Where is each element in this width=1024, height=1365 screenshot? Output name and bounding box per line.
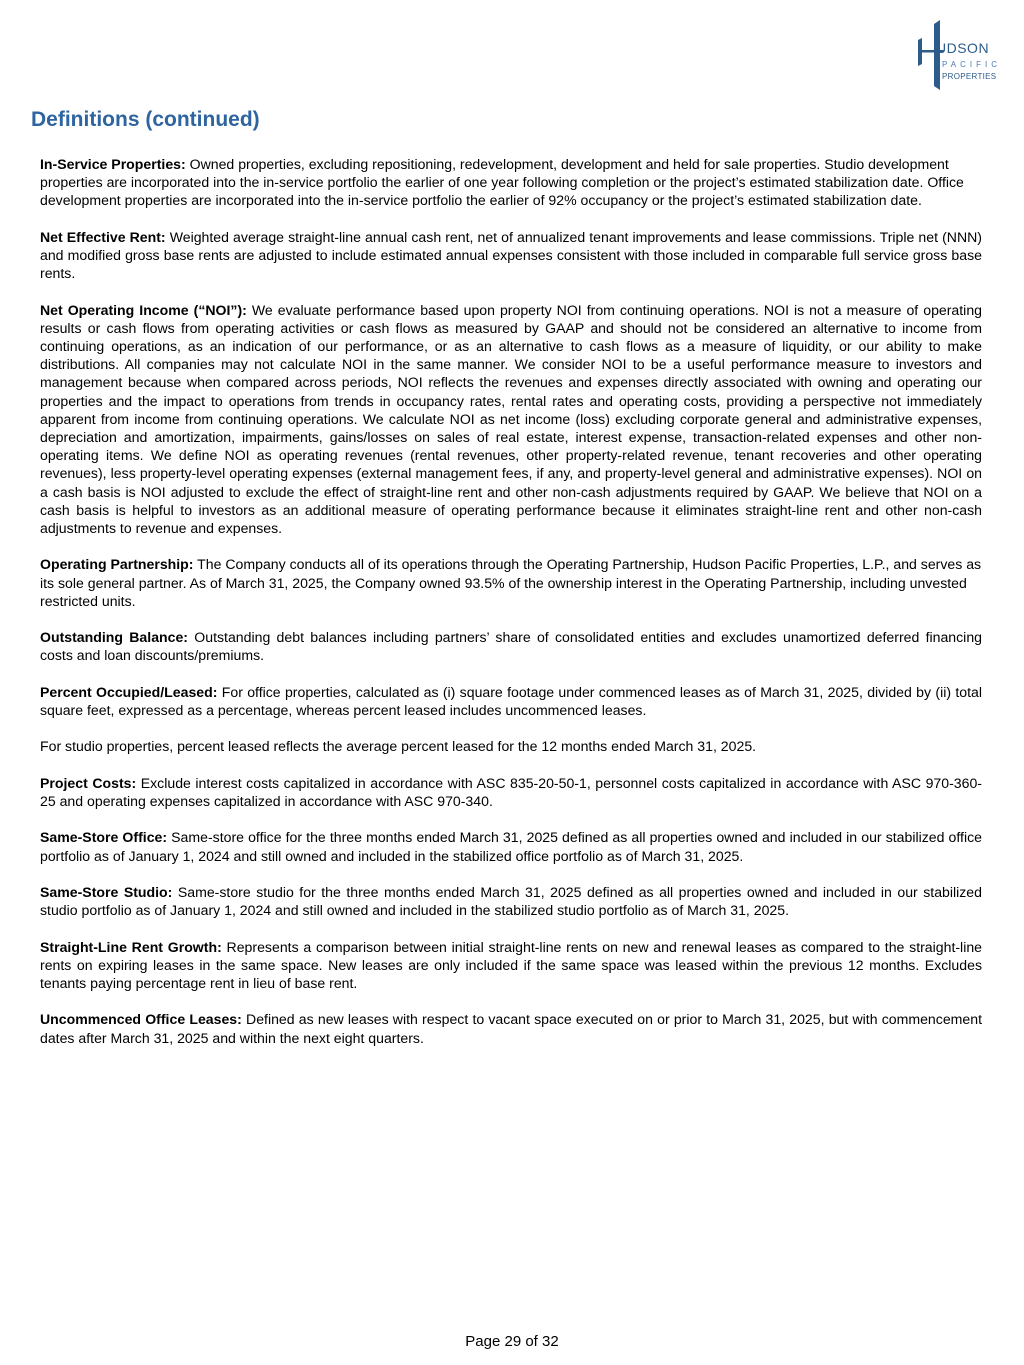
definition-straight-line-rent-growth: Straight-Line Rent Growth: Represents a comparison between initial straight-line rents on new and renewal leases as compared to the straight-line rents on expiring leases in the same space. New leases are only included if the same space was leased within the previous 12 months. Excludes tenants paying percentage rent in lieu of base rent. [40, 938, 983, 991]
logo-text-pacific: PACIFIC [942, 60, 1001, 69]
logo-text-udson: UDSON [936, 40, 990, 56]
definitions-list [40, 155, 982, 1065]
page-number: Page 29 of 32 [465, 1333, 559, 1350]
definition-operating-partnership: Operating Partnership: The Company conducts all of its operations through the Operating Partnership, Hudson Pacific Properties, L.P., and serves as its sole general partner. As of March 31, 2025, the Company owned 93.5% of the ownership interest in the Operating Partnership, including unvested restricted units. [40, 556, 982, 609]
definition-net-effective-rent: Net Effective Rent: Weighted average straight-line annual cash rent, net of annualized tenant improvements and lease commissions. Triple net (NNN) and modified gross base rents are adjusted to include estimated annual expenses consistent with those included in comparable full service gross base rents. [40, 228, 982, 282]
definition-uncommenced-office-leases: Uncommenced Office Leases: Defined as new leases with respect to vacant space executed on or prior to March 31, 2025, but with commencement dates after March 31, 2025 and within the next eight quarters. [40, 1011, 982, 1046]
logo-text-properties: PROPERTIES [942, 72, 997, 81]
definition-studio-percent-leased: For studio properties, percent leased reflects the average percent leased for the 12 months ended March 31, 2025. [40, 738, 757, 755]
definition-outstanding-balance: Outstanding Balance: Outstanding debt balances including partners’ share of consolidated entities and excludes unamortized deferred financing costs and loan discounts/premiums. [40, 629, 982, 664]
definition-noi: Net Operating Income (“NOI”): We evaluate performance based upon property NOI from continuing operations. NOI is not a measure of operating results or cash flows from operating activities or cash flows as measured by GAAP and should not be considered an alternative to income from continuing operations, as an indication of our performance, or as an alternative to cash flows as a measure of liquidity, or our ability to make distributions. All companies may not calculate NOI in the same manner. We consider NOI to be a useful performance measure to investors and management because when compared across periods, NOI reflects the revenues and expenses directly associated with owning and operating our properties and the impact to operations from trends in occupancy rates, rental rates and operating costs, providing a perspective not immediately apparent from income from continuing operations. We calculate NOI as net income (loss) excluding corporate general and administrative expenses, depreciation and amortization, impairments, gains/losses on sales of real estate, interest expense, transaction-related expenses and other non-operating items. We define NOI as operating revenues (rental revenues, other property-related revenue, tenant recoveries and other operating revenues), less property-level operating expenses (external management fees, if any, and property-level general and administrative expenses). NOI on a cash basis is NOI adjusted to exclude the effect of straight-line rent and other non-cash adjustments required by GAAP. We believe that NOI on a cash basis is helpful to investors as an additional measure of operating performance because it eliminates straight-line rent and other non-cash adjustments to revenue and expenses. [40, 301, 982, 537]
definition-in-service-properties: In-Service Properties: Owned properties, excluding repositioning, redevelopment, development and held for sale properties. Studio development properties are incorporated into the in-service portfolio the earlier of one year following completion or the project’s estimated stabilization date. Office development properties are incorporated into the in-service portfolio the earlier of 92% occupancy or the project’s estimated stabilization date. [40, 156, 964, 209]
hudson-pacific-logo [914, 20, 1004, 90]
page-title: Definitions (continued) [31, 108, 260, 131]
definition-percent-occupied-leased: Percent Occupied/Leased: For office properties, calculated as (i) square footage under commenced leases as of March 31, 2025, divided by (ii) total square feet, expressed as a percentage, whereas percent leased includes uncommenced leases. [40, 683, 982, 719]
definition-same-store-studio: Same-Store Studio: Same-store studio for the three months ended March 31, 2025 defined as all properties owned and included in our stabilized studio portfolio as of January 1, 2024 and still owned and included in the stabilized studio portfolio as of March 31, 2025. [40, 883, 982, 919]
definition-project-costs: Project Costs: Exclude interest costs capitalized in accordance with ASC 835-20-50-1, personnel costs capitalized in accordance with ASC 970-360-25 and operating expenses capitalized in accordance with ASC 970-340. [40, 774, 983, 809]
definition-same-store-office: Same-Store Office: Same-store office for the three months ended March 31, 2025 defined as all properties owned and included in our stabilized office portfolio as of January 1, 2024 and still owned and included in the stabilized office portfolio as of March 31, 2025. [40, 829, 982, 864]
